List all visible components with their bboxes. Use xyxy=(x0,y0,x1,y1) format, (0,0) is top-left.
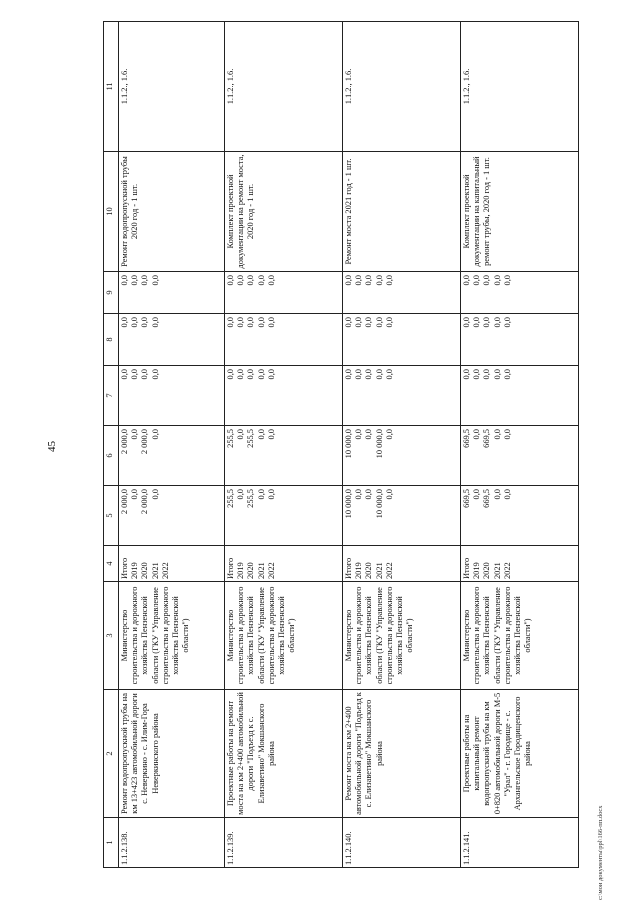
amount-value: 0,0 xyxy=(246,369,256,380)
amount-cell xyxy=(343,486,461,546)
amount-value: 0,0 xyxy=(236,317,246,328)
amount-value: 0,0 xyxy=(130,275,140,286)
year-label: 2021 xyxy=(374,562,384,579)
amount-value: 255,5 xyxy=(246,429,256,448)
amount-value: 0,0 xyxy=(364,317,374,328)
row-result: Комплект проектной документации на ремонт моста, 2020 год - 1 шт. xyxy=(225,152,343,272)
amount-value: 0,0 xyxy=(462,275,471,286)
amount-cell xyxy=(225,314,343,366)
amount-value: 0,0 xyxy=(256,489,266,500)
amount-value: 0,0 xyxy=(364,429,374,440)
amount-value: 0,0 xyxy=(140,369,150,380)
amount-value: 0,0 xyxy=(130,429,140,440)
amount-value: 0,0 xyxy=(502,275,512,286)
amount-value: 0,0 xyxy=(120,369,129,380)
amount-value: 0,0 xyxy=(492,317,502,328)
amount-value: 0,0 xyxy=(354,275,364,286)
amount-value: 0,0 xyxy=(364,369,374,380)
amount-value: 0,0 xyxy=(374,369,384,380)
year-label: 2019 xyxy=(472,562,482,579)
amount-value: 0,0 xyxy=(150,275,160,286)
row-indicators: 1.1.2., 1.6. xyxy=(225,22,343,152)
amount-value: 0,0 xyxy=(140,275,150,286)
year-label: 2020 xyxy=(140,562,150,579)
amount-value: 0,0 xyxy=(472,275,482,286)
header-cell: 11 xyxy=(104,22,119,152)
amount-value: 0,0 xyxy=(364,489,374,500)
amount-value: 0,0 xyxy=(140,317,150,328)
amount-value: 0,0 xyxy=(266,317,276,328)
amount-cell xyxy=(343,272,461,314)
amount-value: 0,0 xyxy=(384,275,394,286)
amount-cell xyxy=(225,272,343,314)
amount-value: 10 000,0 xyxy=(374,489,384,519)
row-code: 1.1.2.138. xyxy=(119,818,225,868)
row-years xyxy=(461,546,579,582)
amount-value: 0,0 xyxy=(384,369,394,380)
row-name: Ремонт моста на км 2+400 автомобильной дороги "Подъезд к с. Елизаветино" Мокшанского района xyxy=(343,690,461,818)
year-label: 2022 xyxy=(160,562,170,579)
amount-value: 0,0 xyxy=(354,317,364,328)
amount-value: 0,0 xyxy=(492,489,502,500)
amount-value: 0,0 xyxy=(374,317,384,328)
amount-value: 0,0 xyxy=(354,429,364,440)
amount-value: 0,0 xyxy=(374,275,384,286)
row-years xyxy=(225,546,343,582)
header-cell: 4 xyxy=(104,546,119,582)
amount-value: 0,0 xyxy=(462,317,471,328)
header-cell: 1 xyxy=(104,818,119,868)
amount-value: 0,0 xyxy=(266,489,276,500)
amount-value: 0,0 xyxy=(120,275,129,286)
amount-value: 0,0 xyxy=(246,317,256,328)
row-result: Ремонт моста 2021 год - 1 шт. xyxy=(343,152,461,272)
year-label: 2021 xyxy=(492,562,502,579)
amount-value: 0,0 xyxy=(266,369,276,380)
year-label: 2021 xyxy=(150,562,160,579)
row-years xyxy=(119,546,225,582)
year-label: 2020 xyxy=(364,562,374,579)
amount-value: 0,0 xyxy=(344,317,353,328)
amount-value: 0,0 xyxy=(472,429,482,440)
row-executor: Министерство строительства и дорожного хозяйства Пензенской области (ГКУ "Управление строительства и дорожного хозяйства Пензенской области") xyxy=(225,582,343,690)
row-result: Ремонт водопропускной трубы 2020 год - 1 шт. xyxy=(119,152,225,272)
amount-value: 0,0 xyxy=(266,275,276,286)
amount-cell xyxy=(225,426,343,486)
year-label: 2022 xyxy=(266,562,276,579)
table-row xyxy=(119,22,225,868)
amount-value: 0,0 xyxy=(384,489,394,500)
amount-value: 0,0 xyxy=(472,369,482,380)
amount-value: 2 000,0 xyxy=(120,429,129,455)
table-body xyxy=(119,22,579,868)
row-executor: Министерство строительства и дорожного хозяйства Пензенской области (ГКУ "Управление строительства и дорожного хозяйства Пензенской области") xyxy=(461,582,579,690)
amount-cell xyxy=(225,486,343,546)
amount-value: 0,0 xyxy=(236,369,246,380)
row-executor: Министерство строительства и дорожного хозяйства Пензенской области (ГКУ "Управление строительства и дорожного хозяйства Пензенской области") xyxy=(119,582,225,690)
amount-cell xyxy=(119,486,225,546)
row-name: Проектные работы на капитальный ремонт водопропускной трубы на км 0+820 автомобильной дороги М-5 "Урал" - г. Городище - с. Архангельское Городищенского района xyxy=(461,690,579,818)
amount-value: 0,0 xyxy=(256,369,266,380)
header-row xyxy=(104,22,119,868)
amount-value: 0,0 xyxy=(502,489,512,500)
landscape-sheet xyxy=(103,22,588,868)
header-cell: 9 xyxy=(104,272,119,314)
table-row xyxy=(461,22,579,868)
amount-value: 0,0 xyxy=(502,317,512,328)
amount-value: 0,0 xyxy=(130,317,140,328)
amount-value: 0,0 xyxy=(226,317,235,328)
amount-cell xyxy=(343,314,461,366)
amount-value: 255,5 xyxy=(226,429,235,448)
amount-value: 669,5 xyxy=(482,429,492,448)
amount-cell xyxy=(461,426,579,486)
amount-value: 0,0 xyxy=(384,429,394,440)
amount-value: 2 000,0 xyxy=(140,429,150,455)
amount-value: 0,0 xyxy=(492,275,502,286)
amount-cell xyxy=(119,426,225,486)
amount-value: 0,0 xyxy=(344,369,353,380)
amount-value: 0,0 xyxy=(150,317,160,328)
header-cell: 2 xyxy=(104,690,119,818)
amount-value: 669,5 xyxy=(462,489,471,508)
year-label: Итого xyxy=(344,557,353,579)
header-cell: 7 xyxy=(104,366,119,426)
amount-cell xyxy=(461,272,579,314)
amount-value: 0,0 xyxy=(492,369,502,380)
amount-value: 0,0 xyxy=(354,369,364,380)
amount-value: 669,5 xyxy=(462,429,471,448)
program-table xyxy=(103,21,579,868)
header-cell: 6 xyxy=(104,426,119,486)
amount-value: 0,0 xyxy=(384,317,394,328)
amount-cell xyxy=(461,486,579,546)
row-name: Ремонт водопропускной трубы на км 13+423 автомобильной дороги с. Неверкино - с. Илим-Гора Неверкинского района xyxy=(119,690,225,818)
row-indicators: 1.1.2., 1.6. xyxy=(119,22,225,152)
year-label: 2020 xyxy=(246,562,256,579)
year-label: 2022 xyxy=(502,562,512,579)
amount-cell xyxy=(119,366,225,426)
amount-cell xyxy=(343,366,461,426)
year-label: Итого xyxy=(120,557,129,579)
amount-value: 0,0 xyxy=(150,369,160,380)
year-label: Итого xyxy=(462,557,471,579)
row-code: 1.1.2.141. xyxy=(461,818,579,868)
year-label: 2019 xyxy=(236,562,246,579)
row-years xyxy=(343,546,461,582)
amount-value: 0,0 xyxy=(226,369,235,380)
amount-cell xyxy=(225,366,343,426)
amount-cell xyxy=(119,272,225,314)
page-number: 45 xyxy=(46,441,58,452)
amount-value: 0,0 xyxy=(120,317,129,328)
amount-value: 669,5 xyxy=(482,489,492,508)
year-label: 2019 xyxy=(354,562,364,579)
year-label: 2020 xyxy=(482,562,492,579)
row-executor: Министерство строительства и дорожного хозяйства Пензенской области (ГКУ "Управление строительства и дорожного хозяйства Пензенской области") xyxy=(343,582,461,690)
header-cell: 10 xyxy=(104,152,119,272)
amount-value: 0,0 xyxy=(130,369,140,380)
year-label: Итого xyxy=(226,557,235,579)
amount-value: 0,0 xyxy=(256,429,266,440)
amount-value: 0,0 xyxy=(482,369,492,380)
amount-value: 0,0 xyxy=(256,275,266,286)
amount-value: 0,0 xyxy=(472,489,482,500)
row-indicators: 1.1.2., 1.6. xyxy=(343,22,461,152)
row-indicators: 1.1.2., 1.6. xyxy=(461,22,579,152)
year-label: 2022 xyxy=(384,562,394,579)
row-result: Комплект проектной документации на капитальный ремонт трубы, 2020 год - 1 шт. xyxy=(461,152,579,272)
amount-cell xyxy=(461,314,579,366)
amount-value: 0,0 xyxy=(354,489,364,500)
amount-value: 0,0 xyxy=(236,429,246,440)
amount-value: 0,0 xyxy=(266,429,276,440)
row-name: Проектные работы на ремонт моста на км 2+400 автомобильной дороги "Подъезд к с. Елизаветино" Мокшанского района xyxy=(225,690,343,818)
amount-value: 0,0 xyxy=(226,275,235,286)
amount-value: 0,0 xyxy=(502,429,512,440)
amount-value: 10 000,0 xyxy=(374,429,384,459)
amount-value: 0,0 xyxy=(256,317,266,328)
amount-value: 2 000,0 xyxy=(140,489,150,515)
amount-value: 0,0 xyxy=(472,317,482,328)
amount-value: 0,0 xyxy=(462,369,471,380)
header-cell: 8 xyxy=(104,314,119,366)
amount-value: 0,0 xyxy=(150,489,160,500)
amount-value: 10 000,0 xyxy=(344,429,353,459)
amount-value: 10 000,0 xyxy=(344,489,353,519)
row-code: 1.1.2.139. xyxy=(225,818,343,868)
amount-value: 0,0 xyxy=(236,489,246,500)
amount-value: 0,0 xyxy=(246,275,256,286)
amount-cell xyxy=(343,426,461,486)
amount-value: 0,0 xyxy=(364,275,374,286)
table-row xyxy=(225,22,343,868)
amount-value: 2 000,0 xyxy=(120,489,129,515)
amount-value: 0,0 xyxy=(502,369,512,380)
amount-value: 0,0 xyxy=(492,429,502,440)
header-cell: 3 xyxy=(104,582,119,690)
amount-cell xyxy=(119,314,225,366)
amount-value: 255,5 xyxy=(246,489,256,508)
amount-cell xyxy=(461,366,579,426)
amount-value: 0,0 xyxy=(130,489,140,500)
footer-file-path: c:\мои документы\ppl\166-пп.docx xyxy=(597,805,604,900)
row-code: 1.1.2.140. xyxy=(343,818,461,868)
amount-value: 255,5 xyxy=(226,489,235,508)
amount-value: 0,0 xyxy=(482,275,492,286)
table-row xyxy=(343,22,461,868)
year-label: 2021 xyxy=(256,562,266,579)
year-label: 2019 xyxy=(130,562,140,579)
header-cell: 5 xyxy=(104,486,119,546)
amount-value: 0,0 xyxy=(344,275,353,286)
amount-value: 0,0 xyxy=(482,317,492,328)
amount-value: 0,0 xyxy=(150,429,160,440)
amount-value: 0,0 xyxy=(236,275,246,286)
